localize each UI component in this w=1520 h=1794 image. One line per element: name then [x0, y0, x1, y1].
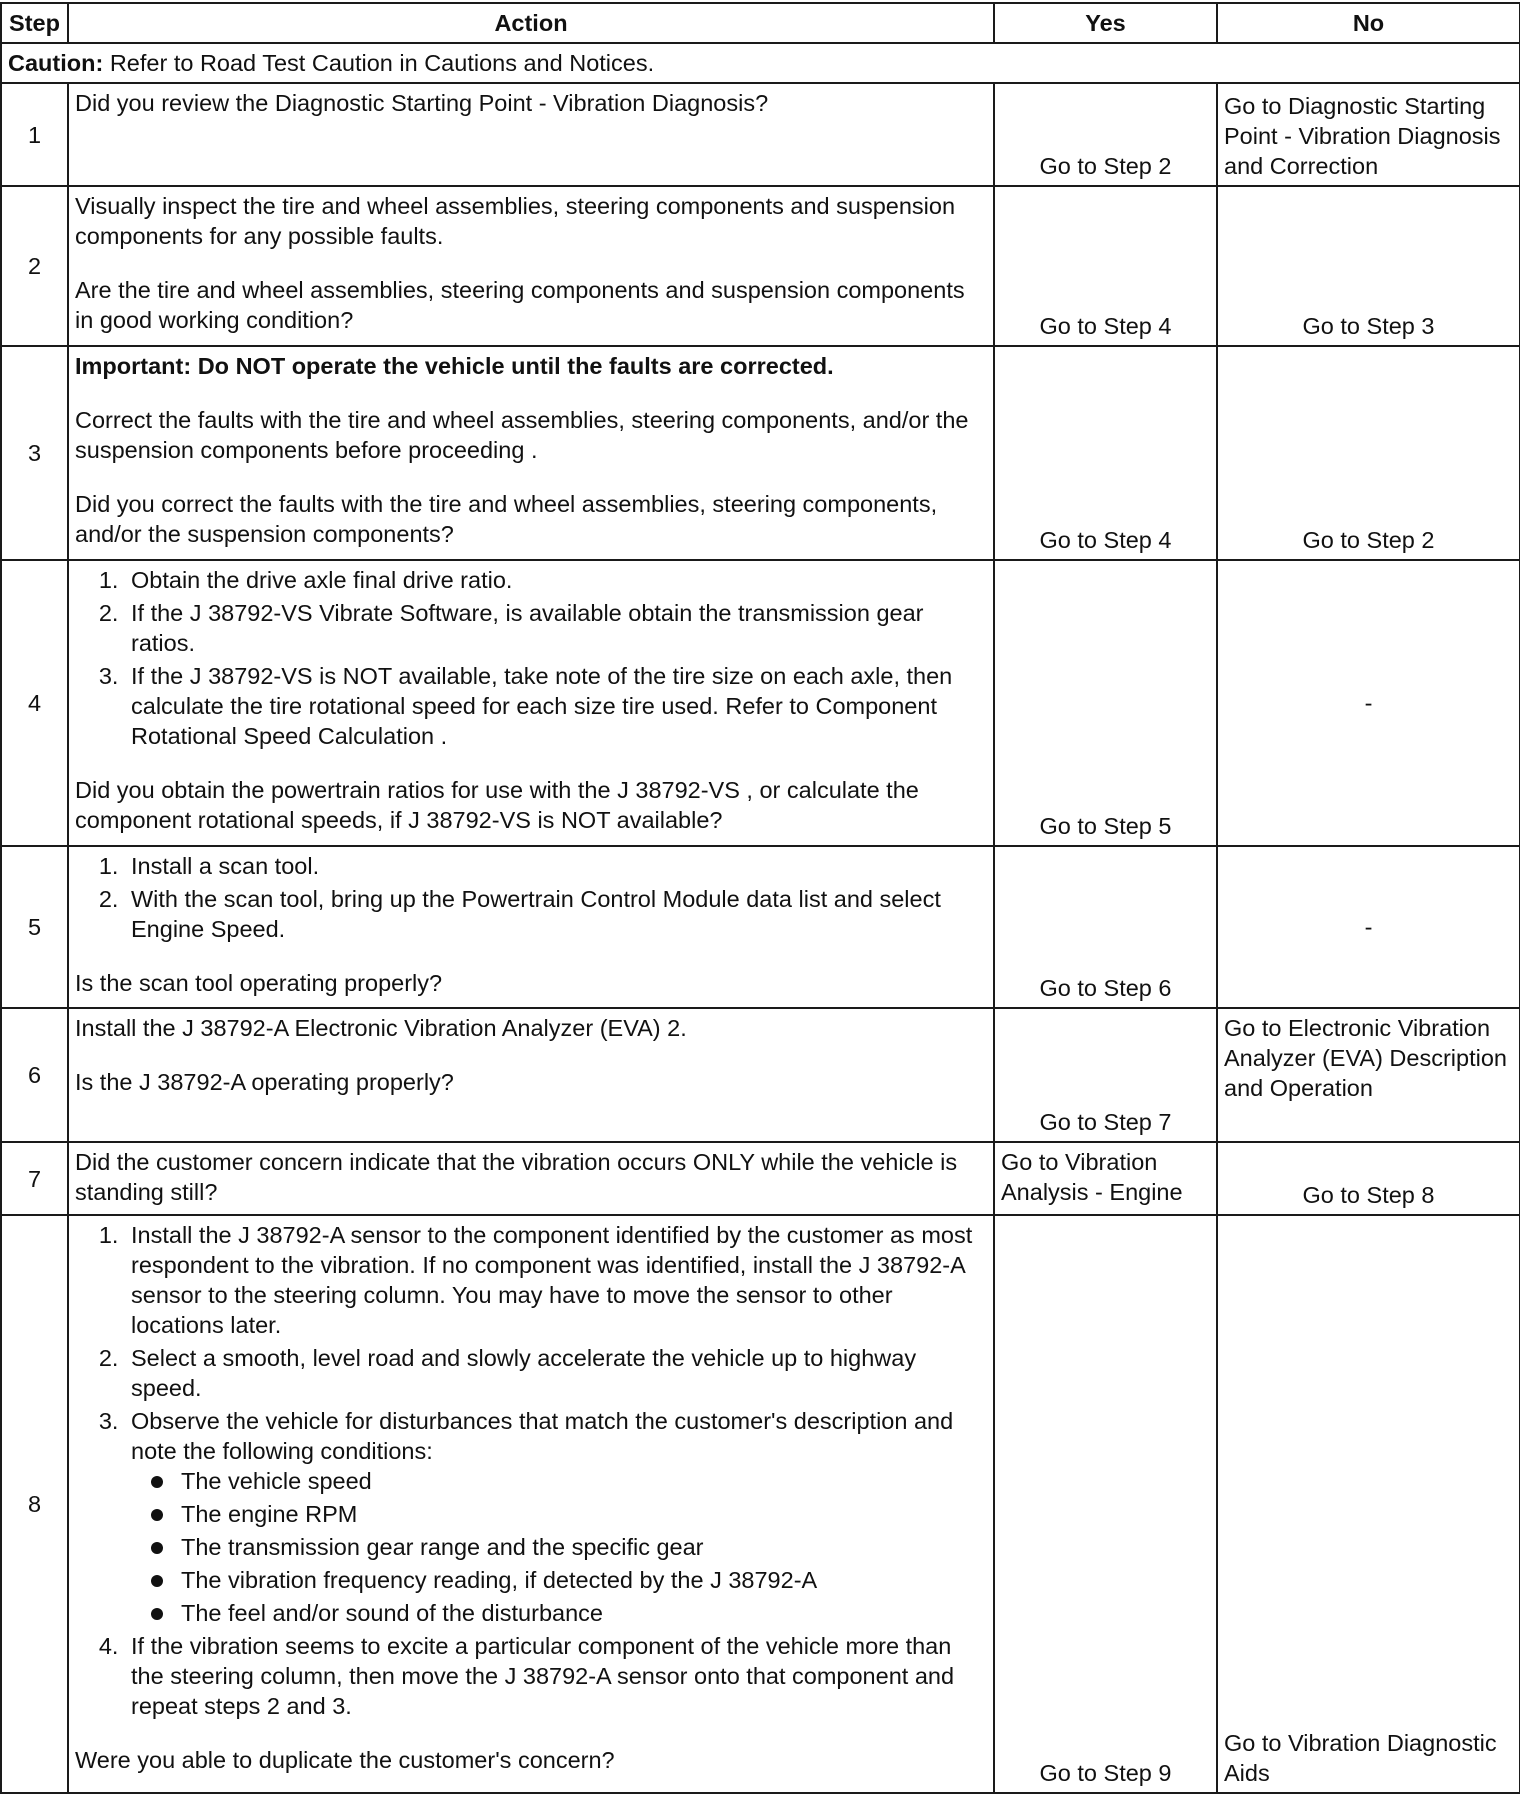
step-row — [1, 1008, 1520, 1142]
list-item: 2. With the scan tool, bring up the Powertrain Control Module data list and select Engine Speed. — [125, 884, 987, 944]
list-item — [125, 1406, 987, 1628]
list-item: 4. If the vibration seems to excite a particular component of the vehicle more than the steering column, then move the J 38792-A sensor onto that component and repeat steps 2 and 3. — [125, 1631, 987, 1721]
question-text: Did you review the Diagnostic Starting Point - Vibration Diagnosis? — [75, 90, 769, 116]
list-item: 1. Obtain the drive axle final drive ratio. — [125, 565, 987, 595]
bullet-text: The transmission gear range and the specific gear — [181, 1534, 704, 1560]
bullet-text: The vehicle speed — [181, 1468, 372, 1494]
action-cell — [68, 1215, 994, 1793]
header-step: Step — [1, 3, 68, 43]
yes-result: Go to Step 7 — [994, 1008, 1217, 1142]
bullet-dot-icon — [151, 1509, 163, 1521]
question-text: Did you correct the faults with the tire and wheel assemblies, steering components, and/or the suspension components? — [75, 491, 938, 547]
action-cell — [68, 186, 994, 346]
no-result: Go to Step 2 — [1217, 346, 1520, 560]
header-no: No — [1217, 3, 1520, 43]
caution-text: Refer to Road Test Caution in Cautions and Notices. — [103, 50, 655, 76]
diagnostic-table — [0, 2, 1520, 1794]
list-item: 1. Install a scan tool. — [125, 851, 987, 881]
yes-result: Go to Step 6 — [994, 846, 1217, 1008]
bullet-item — [181, 1598, 987, 1628]
bullet-item — [181, 1466, 987, 1496]
yes-result: Go to Step 4 — [994, 186, 1217, 346]
bullet-item — [181, 1565, 987, 1595]
conditions-list — [131, 1466, 987, 1628]
yes-result: Go to Step 4 — [994, 346, 1217, 560]
no-result: - — [1217, 846, 1520, 1008]
bullet-dot-icon — [151, 1542, 163, 1554]
instruction-list — [75, 565, 987, 751]
list-item: 1. Install the J 38792-A sensor to the component identified by the customer as most respondent to the vibration. If no component was identified, install the J 38792-A sensor to the steering column. You may have to move the sensor to other locations later. — [125, 1220, 987, 1340]
bullet-text: The engine RPM — [181, 1501, 358, 1527]
step-number: 1 — [1, 83, 68, 186]
yes-result: Go to Step 2 — [994, 83, 1217, 186]
action-cell — [68, 560, 994, 846]
list-item: 3. If the J 38792-VS is NOT available, take note of the tire size on each axle, then calculate the tire rotational speed for each size tire used. Refer to Component Rotational Speed Calculation . — [125, 661, 987, 751]
bullet-dot-icon — [151, 1476, 163, 1488]
caution-label: Caution: — [8, 50, 104, 76]
step-number: 8 — [1, 1215, 68, 1793]
header-row — [1, 3, 1520, 43]
question-text: Is the scan tool operating properly? — [75, 970, 443, 996]
bullet-item — [181, 1499, 987, 1529]
action-cell — [68, 1142, 994, 1215]
bullet-text: The feel and/or sound of the disturbance — [181, 1600, 603, 1626]
step-row — [1, 1142, 1520, 1215]
question-text: Did the customer concern indicate that the vibration occurs ONLY while the vehicle is standing still? — [75, 1149, 958, 1205]
header-action: Action — [68, 3, 994, 43]
yes-result: Go to Vibration Analysis - Engine — [994, 1142, 1217, 1215]
bullet-dot-icon — [151, 1575, 163, 1587]
instruction-list — [75, 851, 987, 944]
no-result: Go to Diagnostic Starting Point - Vibration Diagnosis and Correction — [1217, 83, 1520, 186]
question-text: Did you obtain the powertrain ratios for use with the J 38792-VS , or calculate the component rotational speeds, if J 38792-VS is NOT available? — [75, 777, 919, 833]
action-cell — [68, 1008, 994, 1142]
important-note: Important: Do NOT operate the vehicle until the faults are corrected. — [75, 353, 834, 379]
yes-result: Go to Step 5 — [994, 560, 1217, 846]
question-text: Were you able to duplicate the customer's concern? — [75, 1747, 615, 1773]
bullet-item — [181, 1532, 987, 1562]
list-item: 2. Select a smooth, level road and slowly accelerate the vehicle up to highway speed. — [125, 1343, 987, 1403]
no-result: Go to Vibration Diagnostic Aids — [1217, 1215, 1520, 1793]
list-item: 2. If the J 38792-VS Vibrate Software, is available obtain the transmission gear ratios. — [125, 598, 987, 658]
no-result: Go to Step 3 — [1217, 186, 1520, 346]
step-number: 5 — [1, 846, 68, 1008]
list-item-text: Observe the vehicle for disturbances that match the customer's description and note the following conditions: — [131, 1408, 954, 1464]
action-cell — [68, 346, 994, 560]
step-row — [1, 560, 1520, 846]
step-number: 2 — [1, 186, 68, 346]
action-cell — [68, 83, 994, 186]
action-cell — [68, 846, 994, 1008]
step-number: 4 — [1, 560, 68, 846]
step-row — [1, 83, 1520, 186]
question-text: Is the J 38792-A operating properly? — [75, 1069, 454, 1095]
step-number: 6 — [1, 1008, 68, 1142]
yes-result: Go to Step 9 — [994, 1215, 1217, 1793]
instruction-text: Install the J 38792-A Electronic Vibration Analyzer (EVA) 2. — [75, 1015, 687, 1041]
no-result: Go to Step 8 — [1217, 1142, 1520, 1215]
caution-row — [1, 43, 1520, 83]
instruction-text: Correct the faults with the tire and wheel assemblies, steering components, and/or the suspension components before proceeding . — [75, 407, 969, 463]
bullet-text: The vibration frequency reading, if detected by the J 38792-A — [181, 1567, 818, 1593]
bullet-dot-icon — [151, 1608, 163, 1620]
instruction-text: Visually inspect the tire and wheel assemblies, steering components and suspension components for any possible faults. — [75, 193, 956, 249]
no-result: Go to Electronic Vibration Analyzer (EVA) Description and Operation — [1217, 1008, 1520, 1142]
no-result: - — [1217, 560, 1520, 846]
step-row — [1, 846, 1520, 1008]
header-yes: Yes — [994, 3, 1217, 43]
instruction-list — [75, 1220, 987, 1721]
step-number: 3 — [1, 346, 68, 560]
step-row — [1, 1215, 1520, 1793]
caution-cell — [1, 43, 1520, 83]
step-row — [1, 186, 1520, 346]
step-row — [1, 346, 1520, 560]
question-text: Are the tire and wheel assemblies, steering components and suspension components in good working condition? — [75, 277, 965, 333]
step-number: 7 — [1, 1142, 68, 1215]
